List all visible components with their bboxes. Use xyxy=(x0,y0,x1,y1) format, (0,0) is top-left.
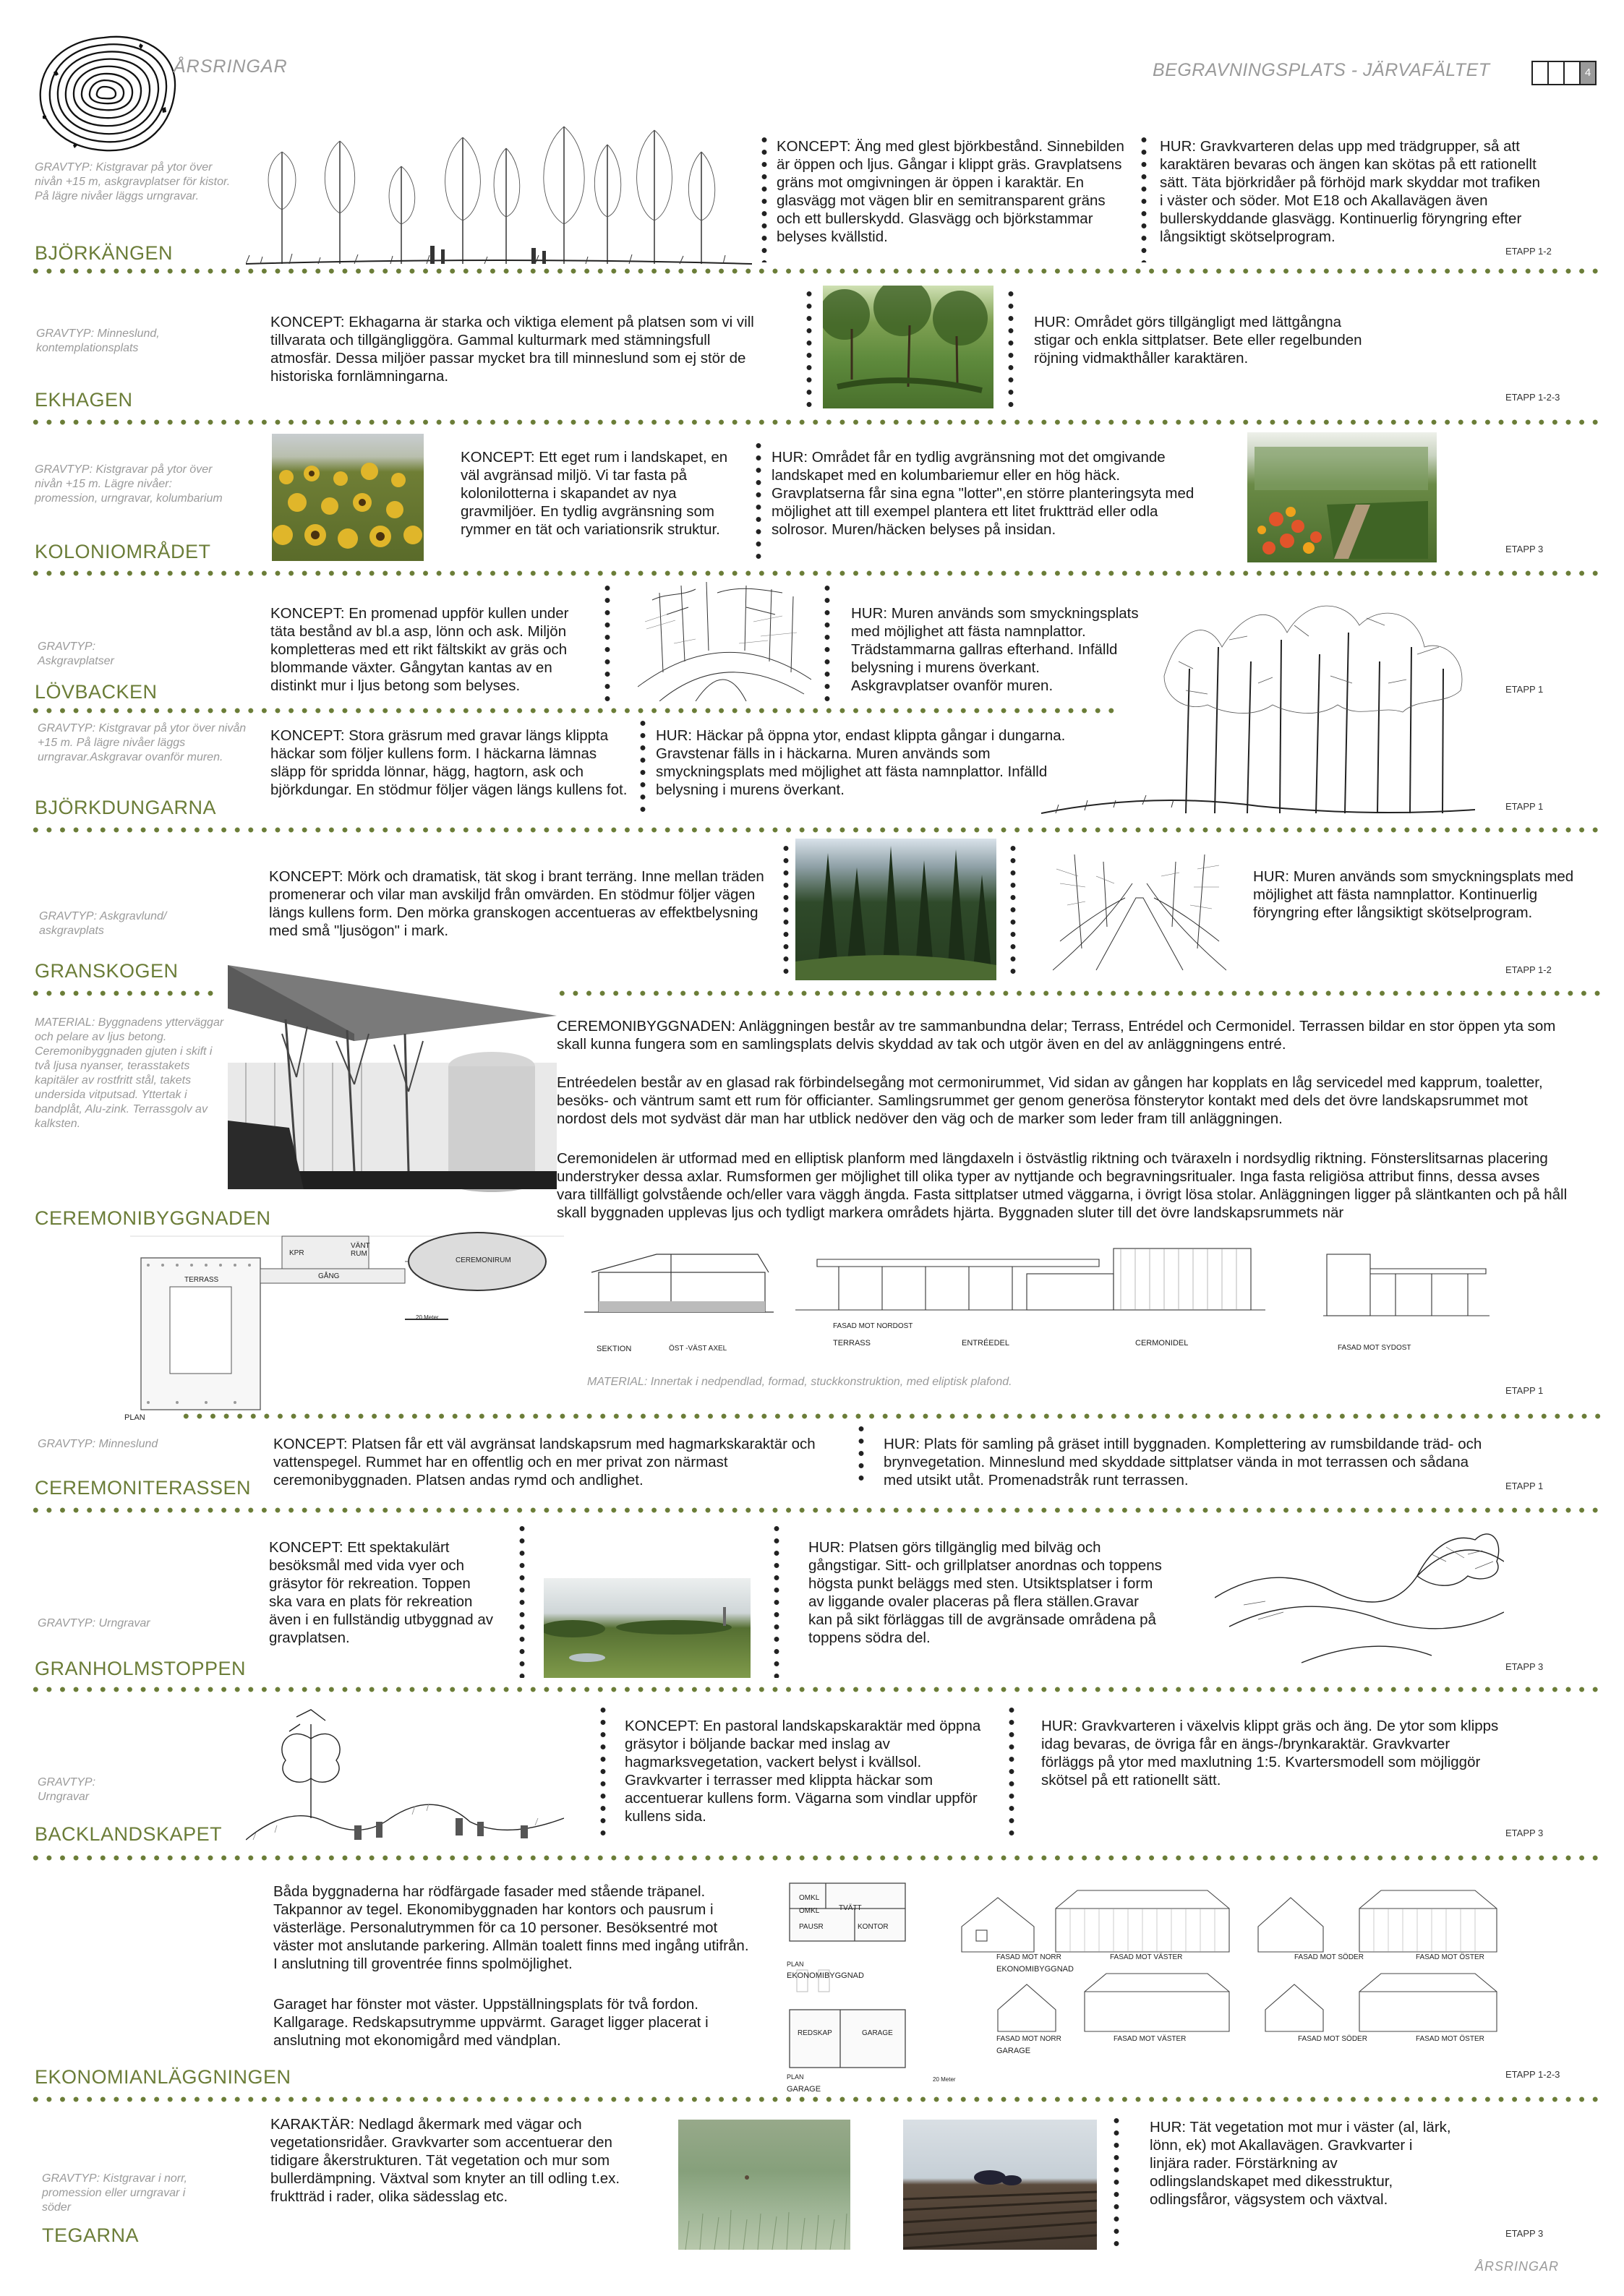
divider xyxy=(555,990,1605,996)
gravtyp-koloni: GRAVTYP: Kistgravar på ytor över nivån +15 m. Lägre nivåer: promession, urngravar, kolumbarium xyxy=(35,463,223,505)
hur-koloni: HUR: Området får en tydlig avgränsning mot det omgivande landskapet med en kolumbariemur eller en hög häck. Gravplatserna får sina egna "lotter",en större planteringsyta med möjlighet att till exempel plantera ett litet fruktträd eller odla solrosor. Muren/häcken belyses på insidan. xyxy=(772,449,1195,538)
koncept-backlandskapet: KONCEPT: En pastoral landskapskaraktär med öppna gräsytor i böljande backar med inslag av hagmarksvegetation, vackert belyst i kvällsol. Gravkvarter i terrasser med klippta häckar som accentuerar kullens form. Vägarna som vindlar uppför kullens sida. xyxy=(625,1718,981,1825)
section-title-bjorkdungarna: BJÖRKDUNGARNA xyxy=(35,797,217,818)
tree-rings-logo xyxy=(32,29,184,159)
material-ceremoni: MATERIAL: Byggnadens ytterväggar och pelare av ljus betong. Ceremonibyggnaden gjuten i skift i två ljusa nyanser, terasstakets kapitäler av rostfritt stål, takets undersida vitputsad. Yttertak i bandplåt, Alu-zink. Terrassgolv av kalksten. xyxy=(35,1016,224,1130)
plan-label-ceremonirum: CEREMONIRUM xyxy=(456,1256,511,1264)
allotment-garden-photo xyxy=(1247,432,1437,562)
sunflower-photo xyxy=(272,434,424,561)
facade-label-garage: GARAGE xyxy=(996,2047,1031,2055)
page-number: 4 xyxy=(1581,62,1595,84)
ekonomibyggnad-label: EKONOMIBYGGNAD xyxy=(787,1971,864,1980)
material-ceremoni-interior: MATERIAL: Innertak i nedpendlad, formad, stuckkonstruktion, med eliptisk plafond. xyxy=(587,1376,1012,1388)
koncept-bjorkdungarna: KONCEPT: Stora gräsrum med gravar längs klippta häckar som följer kullens form. I häckarna lämnas släpp för spridda lönnar, hägg, hagtorn, ask och björkdungar. En stödmur följer vägen längs kullens fot. xyxy=(270,727,628,798)
divider xyxy=(29,1687,1605,1692)
page-indicator xyxy=(1531,61,1597,85)
facade-label-vaster-1: FASAD MOT VÄSTER xyxy=(1110,1953,1183,1961)
etapp-backlandskapet: ETAPP 3 xyxy=(1505,1828,1544,1838)
divider xyxy=(29,2096,1605,2102)
room-label-tvatt: TVÄTT xyxy=(839,1904,862,1912)
ceremony-facade-northeast xyxy=(795,1238,1265,1324)
divider xyxy=(29,708,1121,714)
facade-label-oster-2: FASAD MOT ÖSTER xyxy=(1416,2035,1484,2043)
room-label-garage: GARAGE xyxy=(862,2029,893,2037)
karaktar-tegarna: KARAKTÄR: Nedlagd åkermark med vägar och vegetationsridåer. Gravkvarter som accentuerar den tidigare åkerstrukturen. Tät vegetation och mur som bullerdämpning. Växtval som knyter an till odling t.ex. fruktträd i rader, olika sädesslag etc. xyxy=(270,2116,620,2205)
plan-label-kpr: KPR xyxy=(289,1249,304,1257)
hur-ekhagen: HUR: Området görs tillgängligt med lättgångna stigar och enkla sittplatser. Bete eller regelbunden röjning vidmakthåller karaktären. xyxy=(1034,314,1362,367)
etapp-ekhagen: ETAPP 1-2-3 xyxy=(1505,392,1560,403)
facade-label-soder-1: FASAD MOT SÖDER xyxy=(1294,1953,1364,1961)
facade-label-oster-1: FASAD MOT ÖSTER xyxy=(1416,1953,1484,1961)
oak-pasture-photo xyxy=(823,286,993,408)
birch-meadow-sketch xyxy=(246,108,752,271)
section-title-bjorkangen: BJÖRKÄNGEN xyxy=(35,242,174,264)
gravtyp-bjorkdungarna: GRAVTYP: Kistgravar på ytor över nivån +15 m. På lägre nivåer läggs urngravar.Askgravar ovanför muren. xyxy=(38,722,247,763)
room-label-kontor: KONTOR xyxy=(858,1923,889,1931)
logo-title: ÅRSRINGAR xyxy=(174,56,288,77)
section-title-ekhagen: EKHAGEN xyxy=(35,389,133,411)
divider xyxy=(29,1507,1605,1513)
section-title-granholmstoppen: GRANHOLMSTOPPEN xyxy=(35,1658,247,1679)
section-title-lovbacken: LÖVBACKEN xyxy=(35,681,158,703)
hill-sketch xyxy=(1215,1518,1504,1670)
ceremoni-text-3: Ceremonidelen är utformad med en elliptisk planform med längdaxeln i östvästlig riktning och tväraxeln i nordsydlig riktning. Fönsterslitsarnas placering understryker dessa axlar. Rumsformen ger möjlighet till olika typer av nyttjande och begravningsritualer. Inga fasta religiösa attribut finns, dessa avses vara tillfälligt golvstående och/eller vara väggh ängda. Fasta sittplatser utmed väggarna, i övrigt lösa stolar. Anläggningen ligger på släntkanten och på håll skall byggnaden upplevas ljus och tydligt markera områdets hjärta. Byggnaden sluter till det övre landskapsrummets när xyxy=(557,1150,1568,1221)
hur-lovbacken: HUR: Muren används som smyckningsplats med möjlighet att fästa namnplattor. Trädstammarna gallras efterhand. Infälld belysning i murens överkant. Askgravplatser ovanför muren. xyxy=(851,605,1139,694)
etapp-ceremoni: ETAPP 1 xyxy=(1505,1385,1544,1396)
rolling-hills-sketch xyxy=(246,1695,564,1847)
facade-label-norr-1: FASAD MOT NORR xyxy=(996,1953,1061,1961)
etapp-koloni: ETAPP 3 xyxy=(1505,544,1544,554)
gravtyp-backlandskapet: GRAVTYP: Urngravar xyxy=(38,1776,96,1803)
ceremony-facade-southeast xyxy=(1323,1243,1490,1323)
gravtyp-ceremoniterrassen: GRAVTYP: Minneslund xyxy=(38,1438,158,1450)
divider xyxy=(29,827,1605,833)
koncept-koloni: KONCEPT: Ett eget rum i landskapet, en väl avgränsad miljö. Vi tar fasta på kolonilotterna i skapandet av nya gravmiljöer. En tydlig avgränsning som rymmer en tät och variationsrik struktur. xyxy=(461,449,728,538)
etapp-tegarna: ETAPP 3 xyxy=(1505,2228,1544,2239)
gravtyp-granskogen: GRAVTYP: Askgravlund/ askgravplats xyxy=(39,910,167,937)
ekonomi-floor-plans xyxy=(775,1869,941,2093)
etapp-bjorkdungarna: ETAPP 1 xyxy=(1505,801,1544,812)
hilltop-view-photo xyxy=(544,1578,751,1678)
hillside-path-sketch xyxy=(638,578,811,701)
divider xyxy=(29,419,1605,425)
footer-brand: ÅRSRINGAR xyxy=(1475,2259,1560,2274)
etapp-bjorkangen: ETAPP 1-2 xyxy=(1505,246,1552,257)
gravtyp-lovbacken: GRAVTYP: Askgravplatser xyxy=(38,641,114,667)
ceremony-floor-plan xyxy=(130,1222,564,1417)
gravtyp-bjorkangen: GRAVTYP: Kistgravar på ytor över nivån +15 m, askgravplatser för kistor. På lägre nivåer läggs urngravar. xyxy=(35,161,231,202)
gravtyp-granholmstoppen: GRAVTYP: Urngravar xyxy=(38,1617,150,1629)
etapp-ekonomi: ETAPP 1-2-3 xyxy=(1505,2069,1560,2080)
facade-label-entredel: ENTRÉEDEL xyxy=(962,1339,1010,1348)
forest-path-sketch xyxy=(1053,854,1226,974)
hur-backlandskapet: HUR: Gravkvarteren i växelvis klippt gräs och äng. De ytor som klipps idag bevaras, de övriga får en ängs-/brynkaraktär. Gravkvarter förläggs på ytor med maxlutning 1:5. Kvartersmodell som möjliggör skötsel på ett rationellt sätt. xyxy=(1041,1718,1499,1789)
room-label-paus: PAUSR xyxy=(799,1923,824,1931)
section-title-ekonomi: EKONOMIANLÄGGNINGEN xyxy=(35,2066,291,2088)
hur-bjorkdungarna: HUR: Häckar på öppna ytor, endast klippta gångar i dungarna. Gravstenar fälls in i häckarna. Muren används som smyckningsplats med möjlighet att fästa namnplattor. Infälld belysning i murens överkant. xyxy=(656,727,1066,798)
plowed-field-photo xyxy=(903,2120,1097,2250)
divider xyxy=(29,1855,1605,1861)
ceremony-section-drawing xyxy=(584,1243,774,1319)
ceremoni-text-1: CEREMONIBYGGNADEN: Anläggningen består av tre sammanbundna delar; Terrass, Entrédel och Cermonidel. Terrassen bildar en stor öppen yta som skall kunna fungera som en samlingsplats delvis skyddad av tak och utgör även en del av anläggningens entré. xyxy=(557,1018,1556,1053)
hur-tegarna: HUR: Tät vegetation mot mur i väster (al, lärk, lönn, ek) mot Akallavägen. Gravkvarter i linjära rader. Förstärkning av odlingslandskapet med dikesstruktur, odlingsfåror, vägsystem och växtval. xyxy=(1150,2119,1451,2208)
ceremoni-text-2: Entréedelen består av en glasad rak förbindelsegång mot cermonirummet, Vid sidan av gången har kopplats en låg servicedel med kapprum, toaletter, besöks- och väntrum samt ett rum för officianter. Samlingsrummet ger genom generösa fönsterytor kontakt med dels det övre landskapsrummet mot nordost dels mot sydväst där man har utblick nedöver den väg och de marker som leder fram till anläggningen. xyxy=(557,1074,1543,1127)
section-title-backlandskapet: BACKLANDSKAPET xyxy=(35,1823,223,1845)
room-label-omkl1: OMKL xyxy=(799,1894,820,1902)
section-title-ceremoni: CEREMONIBYGGNADEN xyxy=(35,1207,271,1229)
wheat-field-photo xyxy=(678,2120,850,2250)
garage-label: GARAGE xyxy=(787,2085,821,2094)
facade-label-ekonomibyggnad: EKONOMIBYGGNAD xyxy=(996,1965,1074,1974)
etapp-lovbacken: ETAPP 1 xyxy=(1505,684,1544,695)
section-title-koloni: KOLONIOMRÅDET xyxy=(35,541,211,562)
divider xyxy=(29,570,1605,576)
divider xyxy=(179,1413,1605,1419)
divider xyxy=(29,268,1605,274)
koncept-granskogen: KONCEPT: Mörk och dramatisk, tät skog i brant terräng. Inne mellan träden promenerar och vilar man avskiljd från omvärden. En stödmur följer vägen längs kullens form. Den mörka granskogen accentueras av effektbelysning med små "ljusögon" i mark. xyxy=(269,868,764,939)
koncept-lovbacken: KONCEPT: En promenad uppför kullen under täta bestånd av bl.a asp, lönn och ask. Miljön kompletteras med ett rikt fältskikt av gräs och blommande växter. Gångytan kantas av en distinkt mur i ljus betong som belyses. xyxy=(270,605,569,694)
facade-ne-label: FASAD MOT NORDOST xyxy=(833,1322,913,1330)
spruce-forest-photo xyxy=(795,839,996,980)
hur-granholmstoppen: HUR: Platsen görs tillgänglig med bilväg och gångstigar. Sitt- och grillplatser anordnas och toppens högsta punkt beläggs med sten. Utsiktsplatser i form av liggande ovaler placeras på flera ställen.Gravar kan på sikt förläggas till de avgränsade områdena på toppens södra del. xyxy=(808,1539,1162,1646)
hur-bjorkangen: HUR: Gravkvarteren delas upp med trädgrupper, så att karaktären bevaras och ängen kan skötas på ett rationellt sätt. Täta björkridåer på förhöjd mark skyddar mot trafiken i väster och söder. Mot E18 och Akallavägen även bullerskyddande glasvägg. Kontinuerlig föryngring efter långsiktigt skötselprogram. xyxy=(1160,138,1541,245)
hur-ceremoniterrassen: HUR: Plats för samling på gräset intill byggnaden. Komplettering av rumsbildande träd- och brynvegetation. Minneslund med skyddade sittplatser vända in mot terrassen och sådana med utsikt utåt. Promenadstråk runt terrassen. xyxy=(884,1436,1482,1488)
facade-label-ceremonidel: CERMONIDEL xyxy=(1135,1339,1189,1348)
section-title-granskogen: GRANSKOGEN xyxy=(35,960,179,982)
room-label-redskap: REDSKAP xyxy=(798,2029,832,2037)
ekonomi-text-1: Båda byggnaderna har rödfärgade fasader med stående träpanel. Takpannor av tegel. Ekonomibyggnaden har kontors och pausrum i västerläge. Personalutrymmen för ca 10 personer. Besöksentré mot väster mot anslutande parkering. Allmän toalett finns med ingång utifrån. I anslutning till groventrée finns spolmöjlighet. xyxy=(273,1883,749,1972)
ekonomi-text-2: Garaget har fönster mot väster. Uppställningsplats för två fordon. Kallgarage. Redskapsutrymme uppvärmt. Garaget ligger placerat i anslutning mot ekonomigård med vändplan. xyxy=(273,1996,709,2049)
etapp-granholmstoppen: ETAPP 3 xyxy=(1505,1661,1544,1672)
etapp-granskogen: ETAPP 1-2 xyxy=(1505,964,1552,975)
facade-se-label: FASAD MOT SYDOST xyxy=(1338,1344,1411,1352)
gravtyp-tegarna: GRAVTYP: Kistgravar i norr, promession eller urngravar i söder xyxy=(42,2172,187,2214)
etapp-ceremoniterrassen: ETAPP 1 xyxy=(1505,1481,1544,1491)
facade-label-vaster-2: FASAD MOT VÄSTER xyxy=(1114,2035,1187,2043)
plan-scale: 20 Meter xyxy=(416,1314,439,1321)
facade-label-norr-2: FASAD MOT NORR xyxy=(996,2035,1061,2043)
plan-label-gang: GÅNG xyxy=(318,1272,340,1280)
plan-label-terrass: TERRASS xyxy=(184,1276,219,1284)
koncept-bjorkangen: KONCEPT: Äng med glest björkbestånd. Sinnebilden är öppen och ljus. Gångar i klippt gräs. Gravplatsens gräns mot omgivningen är öppen i karaktär. En glasvägg mot vägen blir en semitransparent gräns och ett bullerskydd. Glasvägg och björkstammar belyses kvällstid. xyxy=(777,138,1124,245)
plan-label: PLAN xyxy=(124,1413,145,1422)
plan-label-2: PLAN xyxy=(787,2073,804,2081)
facade-label-terrass: TERRASS xyxy=(833,1339,871,1348)
facade-label-soder-2: FASAD MOT SÖDER xyxy=(1298,2035,1367,2043)
section-title-tegarna: TEGARNA xyxy=(42,2224,140,2246)
hur-granskogen: HUR: Muren används som smyckningsplats med möjlighet att fästa namnplattor. Kontinuerlig föryngring efter långsiktigt skötselprogram. xyxy=(1253,868,1574,921)
axis-label: ÖST -VÄST AXEL xyxy=(669,1345,727,1353)
section-title-ceremoniterrassen: CEREMONITERASSEN xyxy=(35,1477,252,1499)
plan-label-1: PLAN xyxy=(787,1961,804,1968)
deciduous-trees-sketch xyxy=(1041,596,1475,817)
koncept-ekhagen: KONCEPT: Ekhagarna är starka och viktiga element på platsen som vi vill tillvarata och tillgängliggöra. Gammal kulturmark med stämningsfull atmosfär. Dessa miljöer passar mycket bra till minneslund som ej stör de historiska fornlämningarna. xyxy=(270,314,754,385)
ekonomi-scale: 20 Meter xyxy=(933,2076,956,2083)
koncept-granholmstoppen: KONCEPT: Ett spektakulärt besöksmål med vida vyer och gräsytor för rekreation. Toppen ska vara en plats för rekreation även i en fullständig utbyggnad av gravplatsen. xyxy=(269,1539,494,1646)
room-label-omkl2: OMKL xyxy=(799,1907,820,1915)
project-title: BEGRAVNINGSPLATS - JÄRVAFÄLTET xyxy=(1153,60,1490,80)
section-label: SEKTION xyxy=(597,1345,632,1353)
gravtyp-ekhagen: GRAVTYP: Minneslund, kontemplationsplats xyxy=(36,327,160,354)
koncept-ceremoniterrassen: KONCEPT: Platsen får ett väl avgränsat landskapsrum med hagmarkskaraktär och vattenspegel. Rummet har en offentlig och en mer privat zon närmast ceremonibyggnaden. Platsen andas rymd och andlighet. xyxy=(273,1436,816,1488)
plan-label-vantrum: VÄNT RUM xyxy=(351,1242,370,1258)
